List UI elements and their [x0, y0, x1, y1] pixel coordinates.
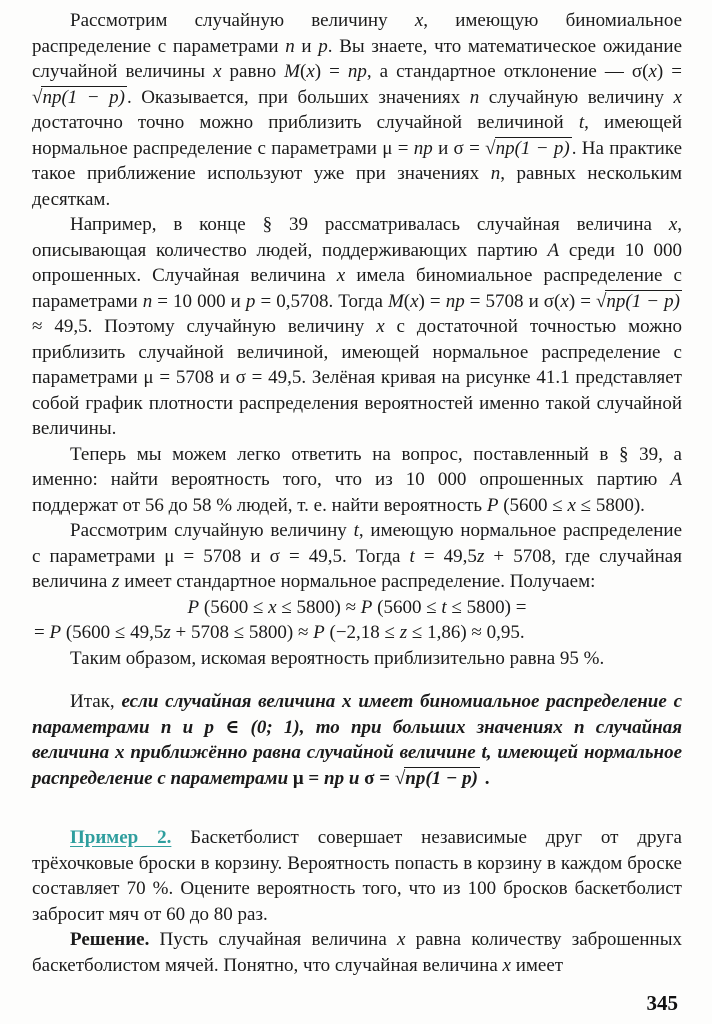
- text-run: Теперь мы можем легко ответить на вопрос, поставленный в § 39, а именно: найти вероятность того, что из 10 000 опрошенных партию: [32, 443, 682, 490]
- text-run: p: [318, 35, 328, 57]
- text-run: . На практике такое приближение используют уже при значениях: [32, 137, 683, 184]
- text-run: Решение.: [70, 929, 150, 950]
- text-run: имеет: [510, 954, 564, 976]
- text-run: ) =: [418, 290, 446, 312]
- text-run: x: [213, 61, 222, 82]
- text-run: x: [376, 316, 385, 337]
- text-run: =: [34, 622, 50, 643]
- text-run: . Оказывается, при больших значениях: [126, 86, 470, 108]
- text-run: (5600 ≤ 49,5: [61, 622, 164, 643]
- text-run: x: [502, 954, 511, 976]
- text-run: , а стандартное отклонение — σ(: [366, 61, 649, 82]
- text-run: x: [410, 290, 419, 312]
- text-run: ≤ 5800) ≈: [276, 596, 361, 618]
- text-run: M: [284, 61, 300, 82]
- text-run: , имеющую биномиальное распределение с параметрами: [32, 10, 682, 57]
- text-run: A: [547, 239, 560, 261]
- question-paragraph: [32, 442, 682, 519]
- text-run: ) =: [568, 290, 596, 312]
- text-run: Рассмотрим случайную величину: [70, 10, 415, 31]
- text-run: M: [387, 290, 404, 312]
- text-run: x: [336, 265, 346, 286]
- text-run: σ =: [364, 767, 395, 789]
- conclusion-probability-paragraph: [32, 646, 682, 672]
- page-content: [32, 8, 682, 978]
- normal-approx-paragraph: [32, 518, 682, 595]
- text-run: np(1 − p): [42, 86, 125, 108]
- text-run: поддержат от 56 до 58 % людей, т. е. найти вероятность: [32, 494, 487, 516]
- text-run: и σ =: [432, 137, 486, 159]
- text-run: P: [360, 596, 373, 618]
- text-run: если случайная величина x имеет биномиальное распределение с параметрами n и p ∈ (0; 1), то при больших значениях n случайная величина x приближённо равна случайной величине t, имеющей нормальное распределение с параметрами: [32, 691, 682, 789]
- text-run: A: [670, 469, 682, 490]
- text-run: Баскетболист совершает независимые друг от друга трёхочковые броски в корзину. Вероятность попасть в корзину в каждом броске составляет 70 %. Оцените вероятность того, что из 100 бросков баскетболист забросит мяч от 60 до 80 раз.: [32, 827, 682, 925]
- text-run: = 49,5: [414, 545, 477, 567]
- text-run: √: [394, 767, 406, 789]
- text-run: (5600 ≤: [372, 596, 442, 618]
- text-run: среди 10 000 опрошенных. Случайная величина: [32, 239, 683, 286]
- text-run: имела биномиальное распределение с параметрами: [32, 265, 682, 312]
- theorem-summary-paragraph: [32, 689, 682, 791]
- text-run: (5600 ≤: [199, 596, 269, 618]
- text-run: ≈ 49,5. Поэтому случайную величину: [32, 316, 377, 337]
- text-run: √: [595, 290, 607, 312]
- equation-line-1: [32, 595, 682, 621]
- text-run: z: [399, 622, 408, 643]
- text-run: с достаточной точностью можно приблизить случайной величиной, имеющей нормальное распределение с параметрами μ = 5708 и σ = 49,5. Зелёная кривая на рисунке 41.1 представляет собой график плотности распределения вероятностей именно такой случайной величины.: [32, 316, 682, 439]
- text-run: x: [668, 214, 678, 235]
- text-run: x: [648, 61, 657, 82]
- text-run: P: [486, 494, 499, 516]
- text-run: и: [294, 35, 319, 57]
- text-run: + 5708, где случайная величина: [32, 545, 682, 592]
- text-run: np: [445, 290, 465, 312]
- text-run: n: [142, 290, 153, 312]
- text-run: P: [313, 622, 325, 643]
- text-run: равно: [221, 61, 285, 82]
- example-2-paragraph: [32, 825, 682, 927]
- text-run: (: [299, 61, 307, 82]
- text-run: n: [490, 163, 501, 184]
- text-run: x: [567, 494, 576, 516]
- text-run: np(1 − p): [495, 137, 570, 159]
- text-run: случайную величину: [479, 86, 674, 108]
- text-run: P: [187, 596, 200, 618]
- text-run: , описывающая количество людей, поддерживающих партию: [32, 214, 682, 261]
- text-run: t: [578, 112, 585, 133]
- text-run: , имеющей нормальное распределение с параметрами μ =: [32, 112, 682, 159]
- text-run: ≤ 5800).: [575, 494, 645, 516]
- text-run: Итак,: [70, 691, 122, 712]
- text-run: = 0,5708. Тогда: [255, 290, 388, 312]
- text-run: и: [344, 767, 365, 789]
- text-run: (5600 ≤: [498, 494, 568, 516]
- text-run: x: [396, 929, 406, 950]
- solution-paragraph: [32, 927, 682, 978]
- text-run: t: [353, 520, 359, 541]
- text-run: μ =: [288, 767, 324, 789]
- text-run: + 5708 ≤ 5800) ≈: [170, 622, 314, 643]
- text-run: имеет стандартное нормальное распределение. Получаем:: [119, 571, 596, 592]
- text-run: ≤ 1,86) ≈ 0,95.: [407, 622, 525, 643]
- text-run: x: [414, 10, 424, 31]
- text-run: Например, в конце § 39 рассматривалась случайная величина: [70, 214, 669, 235]
- text-run: ) =: [656, 61, 682, 82]
- text-run: x: [306, 61, 315, 82]
- text-run: Рассмотрим случайную величину: [70, 520, 354, 541]
- text-run: np: [413, 137, 433, 159]
- text-run: n: [469, 86, 480, 108]
- intro-binomial-paragraph: [32, 8, 682, 212]
- text-run: = 10 000 и: [152, 290, 246, 312]
- text-run: , равных нескольким десяткам.: [32, 163, 682, 210]
- text-run: np(1 − p): [606, 290, 681, 312]
- text-run: x: [673, 86, 682, 108]
- text-run: (: [403, 290, 411, 312]
- text-run: np: [347, 61, 367, 82]
- page-number: 345: [646, 990, 678, 1015]
- text-run: p: [245, 290, 256, 312]
- text-run: √: [32, 86, 43, 108]
- text-run: (−2,18 ≤: [324, 622, 400, 643]
- text-run: P: [49, 622, 62, 643]
- text-run: достаточно точно можно приблизить случайной величиной: [32, 112, 579, 133]
- text-run: x: [560, 290, 569, 312]
- text-run: ≤ 5800) =: [446, 596, 527, 618]
- text-run: z: [163, 622, 171, 643]
- text-run: x: [268, 596, 277, 618]
- text-run: n: [285, 35, 295, 57]
- text-run: √: [485, 137, 496, 159]
- text-run: равна количеству заброшенных баскетболистом мячей. Понятно, что случайная величина: [32, 929, 682, 976]
- text-run: . Вы знаете, что математическое ожидание случайной величины: [32, 35, 683, 82]
- example-39-paragraph: [32, 212, 682, 442]
- text-run: np: [324, 767, 345, 789]
- text-run: np(1 − p): [405, 767, 478, 789]
- text-run: .: [480, 767, 490, 789]
- text-run: Таким образом, искомая вероятность приблизительно равна 95 %.: [70, 647, 605, 669]
- text-run: Пусть случайная величина: [149, 929, 397, 950]
- text-run: t: [441, 596, 447, 618]
- text-run: = 5708 и σ(: [464, 290, 561, 312]
- example-label: Пример 2.: [70, 827, 172, 848]
- text-run: ) =: [314, 61, 348, 82]
- text-run: t: [409, 545, 415, 567]
- text-run: , имеющую нормальное распределение с параметрами μ = 5708 и σ = 49,5. Тогда: [32, 520, 683, 567]
- equation-line-2: [32, 620, 682, 646]
- text-run: z: [112, 571, 120, 592]
- text-run: z: [476, 545, 485, 567]
